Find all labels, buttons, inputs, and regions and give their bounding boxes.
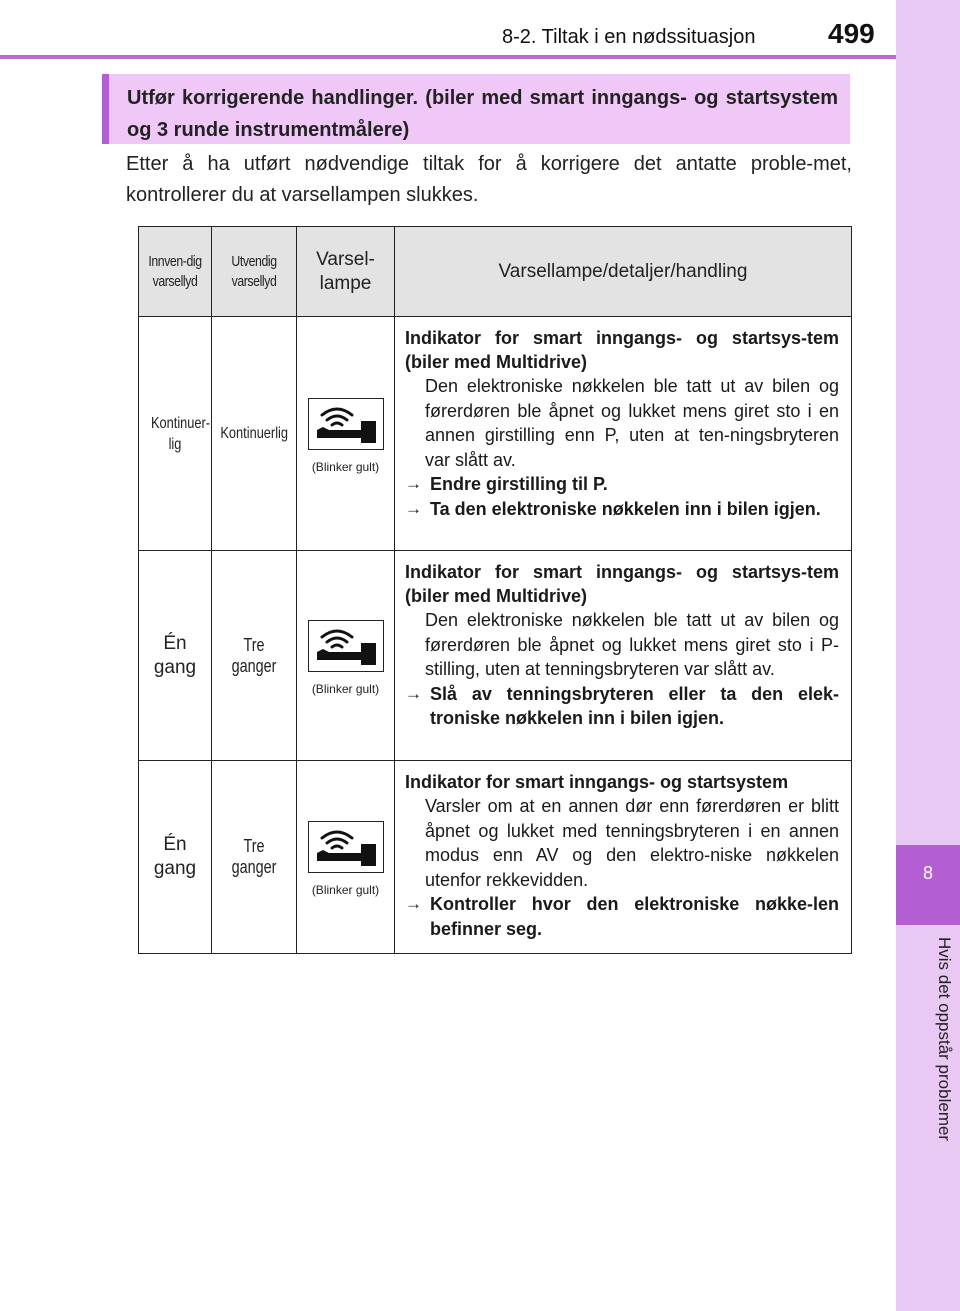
arrow-icon: →: [405, 474, 422, 493]
details-cell: [395, 551, 852, 761]
header-outside-buzzer: Utvendig varsellyd: [212, 227, 297, 317]
action-item: → Slå av tenningsbryteren eller ta den elek-troniske nøkkelen inn i bilen igjen.: [405, 683, 839, 728]
lamp-note: (Blinker gult): [311, 459, 380, 474]
outside-buzzer-cell: Kontinuerlig: [212, 317, 297, 551]
indicator-description: Varsler om at en annen dør enn førerdøren er blitt åpnet og lukket med tenningsbryteren i en annen modus enn AV og den elektro-niske nøkkelen utenfor rekkevidden.: [425, 796, 839, 890]
warning-table: [138, 226, 852, 954]
smart-key-indicator-icon: [308, 398, 384, 450]
indicator-title: Indikator for smart inngangs- og startsys-tem (biler med Multidrive): [405, 562, 839, 606]
table-row: [139, 317, 852, 551]
indicator-description: Den elektroniske nøkkelen ble tatt ut av bilen og førerdøren ble åpnet og lukket mens giret sto i P-stilling, uten at tenningsbryteren var slått av.: [425, 610, 839, 679]
inside-buzzer-cell: Én gang: [139, 551, 212, 761]
outside-buzzer-cell: Tre ganger: [212, 551, 297, 761]
arrow-icon: →: [405, 498, 422, 518]
header-rule: [0, 55, 896, 59]
indicator-title: Indikator for smart inngangs- og startsys-tem (biler med Multidrive): [405, 328, 839, 372]
table-row: [139, 551, 852, 761]
details-cell: [395, 317, 852, 551]
intro-paragraph: Etter å ha utført nødvendige tiltak for å korrigere det antatte proble-met, kontrollerer du at varsellampen slukkes.: [126, 153, 852, 206]
lamp-cell: [297, 551, 395, 761]
header-warning-lamp: Varsel-lampe: [297, 227, 395, 317]
lamp-note: (Blinker gult): [311, 883, 380, 897]
inside-buzzer-cell: Kontinuer-lig: [139, 317, 212, 551]
section-heading: Utfør korrigerende handlinger. (biler med smart inngangs- og startsystem og 3 runde instrumentmålere): [127, 87, 838, 141]
lamp-note: (Blinker gult): [311, 681, 380, 696]
chapter-number: 8: [922, 863, 933, 883]
table-header-row: [139, 227, 852, 317]
page-number: 499: [828, 18, 875, 49]
action-item: → Kontroller hvor den elektroniske nøkke-len befinner seg.: [405, 894, 839, 939]
chapter-title: Hvis det oppstår problemer: [935, 937, 954, 1142]
action-item: → Endre girstilling til P.: [405, 472, 839, 497]
header-details: Varsellampe/detaljer/handling: [395, 227, 852, 317]
chapter-number-box: [896, 845, 960, 925]
action-item: → Ta den elektroniske nøkkelen inn i bilen igjen.: [405, 497, 839, 522]
indicator-description: Den elektroniske nøkkelen ble tatt ut av bilen og førerdøren ble åpnet og lukket mens giret sto i en annen girstilling enn P, uten at ten-ningsbryteren var slått av.: [425, 376, 839, 470]
details-cell: [395, 761, 852, 954]
header-inside-buzzer: Innven-dig varsellyd: [139, 227, 212, 317]
inside-buzzer-cell: Én gang: [139, 761, 212, 954]
smart-key-indicator-icon: [308, 821, 384, 873]
indicator-title: Indikator for smart inngangs- og startsystem: [405, 772, 789, 792]
lamp-cell: [297, 761, 395, 954]
outside-buzzer-cell: Tre ganger: [212, 761, 297, 954]
arrow-icon: →: [405, 683, 422, 703]
smart-key-indicator-icon: [308, 620, 384, 672]
table-row: [139, 761, 852, 954]
section-heading-box: [102, 74, 850, 144]
section-title: 8-2. Tiltak i en nødssituasjon: [502, 26, 756, 48]
arrow-icon: →: [405, 894, 422, 913]
lamp-cell: [297, 317, 395, 551]
